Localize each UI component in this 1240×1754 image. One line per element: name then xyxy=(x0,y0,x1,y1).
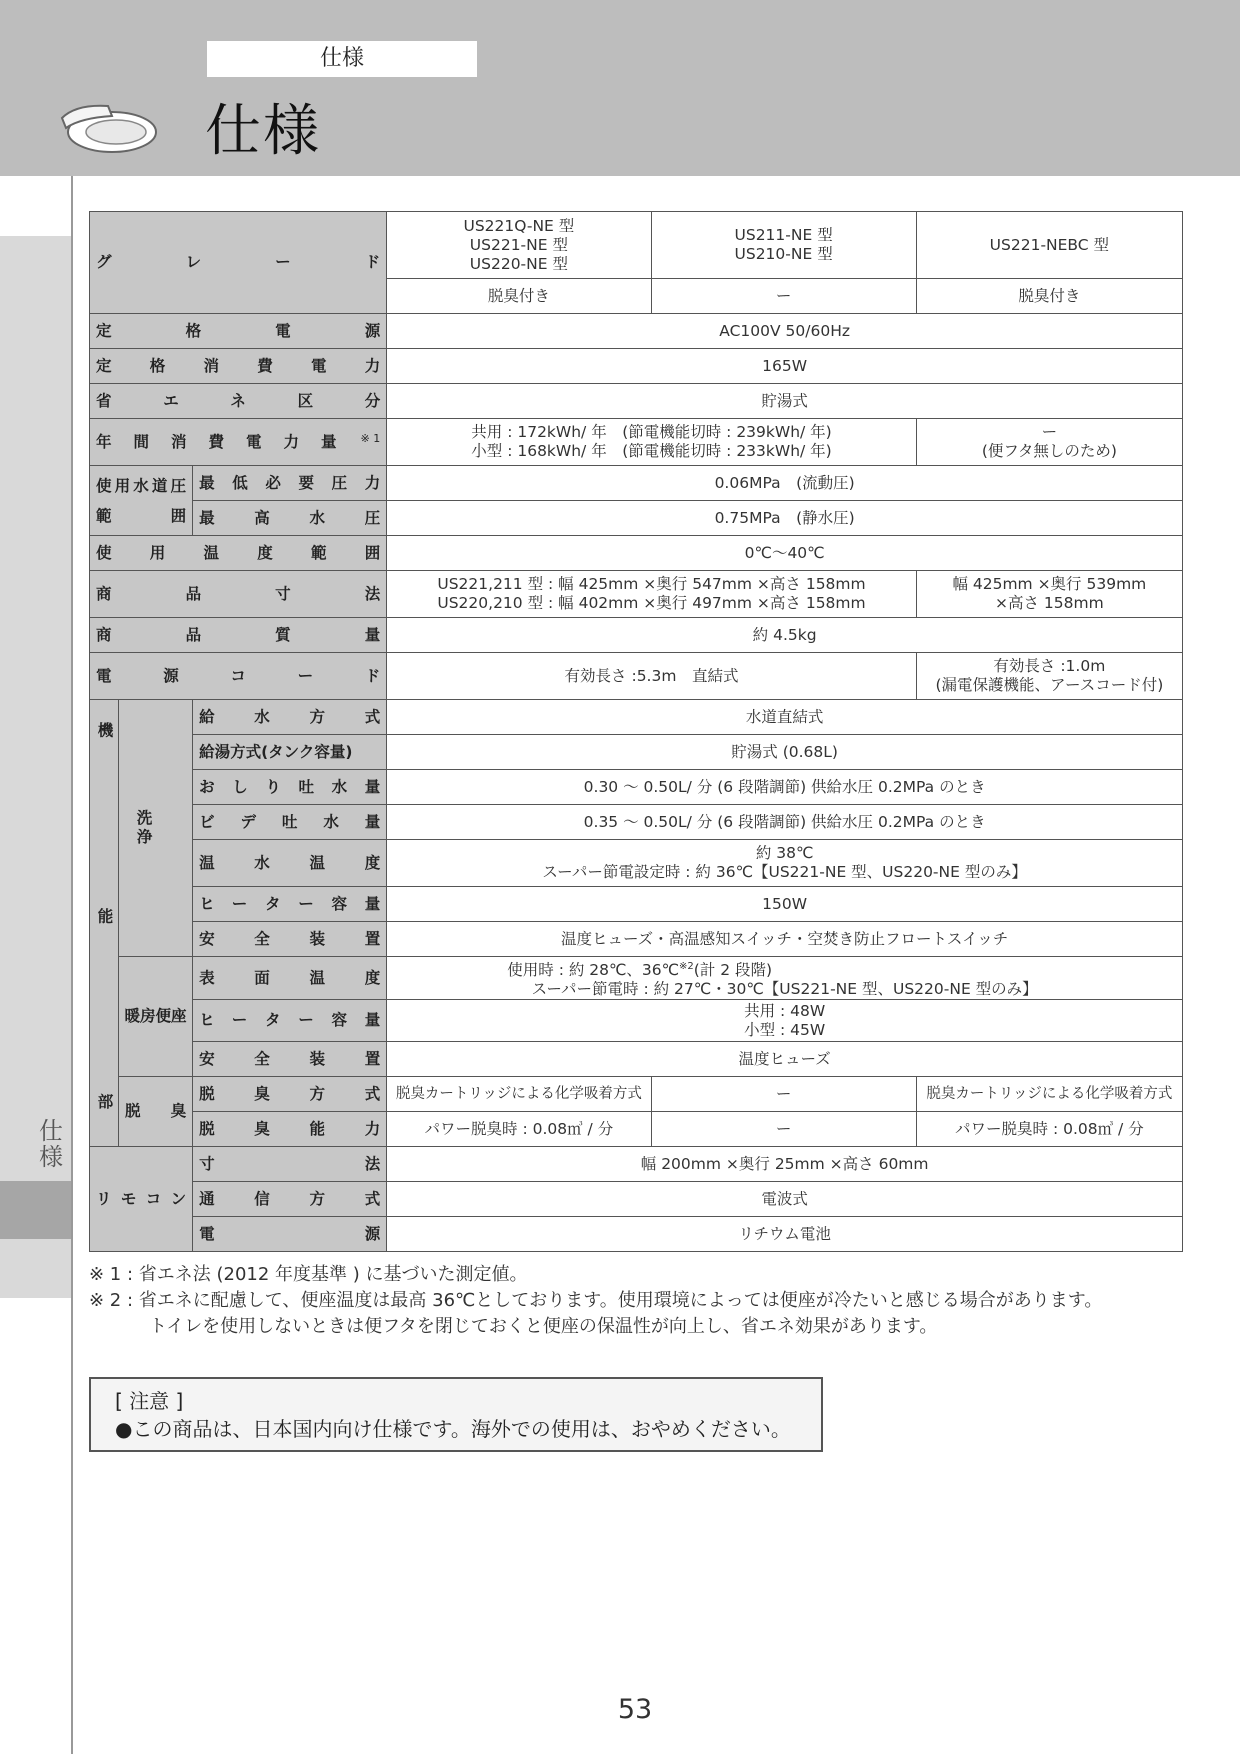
dimensions-value-nebc: 幅 425mm ×奥行 539mm ×高さ 158mm xyxy=(916,571,1182,618)
left-margin-rule xyxy=(71,176,73,1754)
surface-temp-note: ※2 xyxy=(679,961,694,972)
dimensions-label: 商品寸法 xyxy=(90,571,387,618)
table-row xyxy=(90,957,1183,1000)
deodorize-2: ー xyxy=(651,279,916,314)
table-row xyxy=(90,1077,1183,1112)
deodorize-3: 脱臭付き xyxy=(916,279,1182,314)
surface-temp-line1: 使用時 : 約 28℃、36℃ xyxy=(507,961,680,980)
grade-label: グレード xyxy=(90,212,387,314)
remote-comm-label: 通信方式 xyxy=(193,1182,387,1217)
table-row xyxy=(90,384,1183,419)
table-row xyxy=(90,887,1183,922)
table-row xyxy=(90,700,1183,735)
remote-size-label: 寸法 xyxy=(193,1147,387,1182)
table-row xyxy=(90,735,1183,770)
remote-group-label: リモコン xyxy=(90,1147,193,1252)
table-row xyxy=(90,419,1183,466)
remote-comm-value: 電波式 xyxy=(387,1182,1183,1217)
supply-value: 水道直結式 xyxy=(387,700,1183,735)
deodor-method-label: 脱臭方式 xyxy=(193,1077,387,1112)
annual-power-label: 年間消費電力量 xyxy=(96,432,337,451)
annual-power-value: 共用 : 172kWh/ 年 (節電機能切時 : 239kWh/ 年) 小型 : 168kWh/ 年 (節電機能切時 : 233kWh/ 年) xyxy=(387,419,916,466)
oshiri-label: おしり吐水量 xyxy=(193,770,387,805)
wash-safety-value: 温度ヒューズ・高温感知スイッチ・空焚き防止フロートスイッチ xyxy=(387,922,1183,957)
wash-group-text: 洗浄 xyxy=(136,809,175,846)
wash-safety-label: 安全装置 xyxy=(193,922,387,957)
footnote-2-continued: トイレを使用しないときは便フタを閉じておくと便座の保温性が向上し、省エネ効果があります。 xyxy=(149,1316,938,1337)
surface-temp-value xyxy=(387,957,1183,1000)
mass-value: 約 4.5kg xyxy=(387,618,1183,653)
energy-class-value: 貯湯式 xyxy=(387,384,1183,419)
max-pressure-value: 0.75MPa (静水圧) xyxy=(387,501,1183,536)
water-temp-label: 温水温度 xyxy=(193,840,387,887)
annual-power-value-nebc: ー (便フタ無しのため) xyxy=(916,419,1182,466)
wash-group-label xyxy=(119,700,193,957)
table-row xyxy=(90,466,1183,501)
table-row xyxy=(90,501,1183,536)
oshiri-value: 0.30 ～ 0.50L/ 分 (6 段階調節) 供給水圧 0.2MPa のとき xyxy=(387,770,1183,805)
footnote-2: ※ 2 : 省エネに配慮して、便座温度は最高 36℃としております。使用環境によっては便座が冷たいと感じる場合があります。 xyxy=(89,1290,1103,1311)
surface-temp-line2: スーパー節電時 : 約 27℃・30℃【US221-NE 型、US220-NE 型のみ】 xyxy=(531,980,1038,999)
rated-power-value: 165W xyxy=(387,349,1183,384)
rated-power-label: 定格消費電力 xyxy=(90,349,387,384)
heating-label: 給湯方式(タンク容量) xyxy=(193,735,387,770)
page-title: 仕様 xyxy=(205,99,321,164)
spec-table xyxy=(89,211,1183,1252)
rated-voltage-label: 定格電源 xyxy=(90,314,387,349)
min-pressure-value: 0.06MPa (流動圧) xyxy=(387,466,1183,501)
table-row xyxy=(90,770,1183,805)
table-row xyxy=(90,618,1183,653)
table-row xyxy=(90,1000,1183,1042)
wash-heater-label: ヒーター容量 xyxy=(193,887,387,922)
bidet-label: ビデ吐水量 xyxy=(193,805,387,840)
table-row xyxy=(90,571,1183,618)
grade-row xyxy=(90,212,1183,279)
table-row xyxy=(90,1147,1183,1182)
water-temp-value: 約 38℃ スーパー節電設定時 : 約 36℃【US221-NE 型、US220-NE 型のみ】 xyxy=(387,840,1183,887)
grade-model-1: US221Q-NE 型 US221-NE 型 US220-NE 型 xyxy=(387,212,651,279)
grade-model-3: US221-NEBC 型 xyxy=(916,212,1182,279)
table-row xyxy=(90,314,1183,349)
seat-safety-value: 温度ヒューズ xyxy=(387,1042,1183,1077)
deodor-capacity-3: パワー脱臭時 : 0.08㎥ / 分 xyxy=(916,1112,1182,1147)
table-row xyxy=(90,1182,1183,1217)
table-row xyxy=(90,349,1183,384)
cord-label: 電源コード xyxy=(90,653,387,700)
table-row xyxy=(90,653,1183,700)
footnotes xyxy=(89,1262,1102,1340)
mass-label: 商品質量 xyxy=(90,618,387,653)
bidet-value: 0.35 ～ 0.50L/ 分 (6 段階調節) 供給水圧 0.2MPa のとき xyxy=(387,805,1183,840)
table-row xyxy=(90,922,1183,957)
table-row xyxy=(90,840,1183,887)
wash-heater-value: 150W xyxy=(387,887,1183,922)
temp-range-label: 使用温度範囲 xyxy=(90,536,387,571)
table-row xyxy=(90,1217,1183,1252)
deodor-capacity-label: 脱臭能力 xyxy=(193,1112,387,1147)
caution-title: [ 注意 ] xyxy=(115,1389,184,1413)
temp-range-value: 0℃～40℃ xyxy=(387,536,1183,571)
table-row xyxy=(90,1112,1183,1147)
max-pressure-label: 最高水圧 xyxy=(193,501,387,536)
min-pressure-label: 最低必要圧力 xyxy=(193,466,387,501)
table-row xyxy=(90,536,1183,571)
water-pressure-group-text: 使用水道圧範囲 xyxy=(96,476,187,525)
function-group-label xyxy=(90,700,119,1147)
remote-size-value: 幅 200mm ×奥行 25mm ×高さ 60mm xyxy=(387,1147,1183,1182)
grade-model-2: US211-NE 型 US210-NE 型 xyxy=(651,212,916,279)
annual-power-header xyxy=(90,419,387,466)
surface-temp-label: 表面温度 xyxy=(193,957,387,1000)
header-band xyxy=(0,0,1240,176)
rated-voltage-value: AC100V 50/60Hz xyxy=(387,314,1183,349)
supply-label: 給水方式 xyxy=(193,700,387,735)
dimensions-value: US221,211 型 : 幅 425mm ×奥行 547mm ×高さ 158mm US220,210 型 : 幅 402mm ×奥行 497mm ×高さ 158mm xyxy=(387,571,916,618)
caution-text: ●この商品は、日本国内向け仕様です。海外での使用は、おやめください。 xyxy=(115,1417,791,1441)
caution-box xyxy=(89,1377,823,1452)
footnote-1: ※ 1 : 省エネ法 (2012 年度基準 ) に基づいた測定値。 xyxy=(89,1264,528,1285)
seat-heater-label: ヒーター容量 xyxy=(193,1000,387,1042)
deodor-method-3: 脱臭カートリッジによる化学吸着方式 xyxy=(916,1077,1182,1112)
water-pressure-group-label xyxy=(90,466,193,536)
table-row xyxy=(90,1042,1183,1077)
cord-value-nebc: 有効長さ :1.0m (漏電保護機能、アースコード付) xyxy=(916,653,1182,700)
remote-power-value: リチウム電池 xyxy=(387,1217,1183,1252)
section-tab-label: 仕様 xyxy=(207,41,477,77)
deodorize-1: 脱臭付き xyxy=(387,279,651,314)
cord-value: 有効長さ :5.3m 直結式 xyxy=(387,653,916,700)
toilet-seat-icon xyxy=(56,96,160,156)
page-number: 53 xyxy=(617,1694,653,1725)
annual-power-note: ※ 1 xyxy=(360,431,381,445)
deodor-capacity-1: パワー脱臭時 : 0.08㎥ / 分 xyxy=(387,1112,651,1147)
seat-safety-label: 安全装置 xyxy=(193,1042,387,1077)
remote-power-label: 電源 xyxy=(193,1217,387,1252)
seat-heater-value: 共用 : 48W 小型 : 45W xyxy=(387,1000,1183,1042)
deodor-capacity-2: ー xyxy=(651,1112,916,1147)
deodor-method-2: ー xyxy=(651,1077,916,1112)
deodor-group-label: 脱臭 xyxy=(119,1077,193,1147)
deodor-method-1: 脱臭カートリッジによる化学吸着方式 xyxy=(387,1077,651,1112)
surface-temp-line1-tail: (計 2 段階) xyxy=(693,961,773,980)
function-group-text: 機能部 xyxy=(95,722,114,1109)
heating-value: 貯湯式 (0.68L) xyxy=(387,735,1183,770)
side-tab-marker xyxy=(0,1181,71,1239)
energy-class-label: 省エネ区分 xyxy=(90,384,387,419)
seat-group-label: 暖房便座 xyxy=(119,957,193,1077)
side-section-label: 仕様 xyxy=(39,1117,63,1171)
table-row xyxy=(90,805,1183,840)
